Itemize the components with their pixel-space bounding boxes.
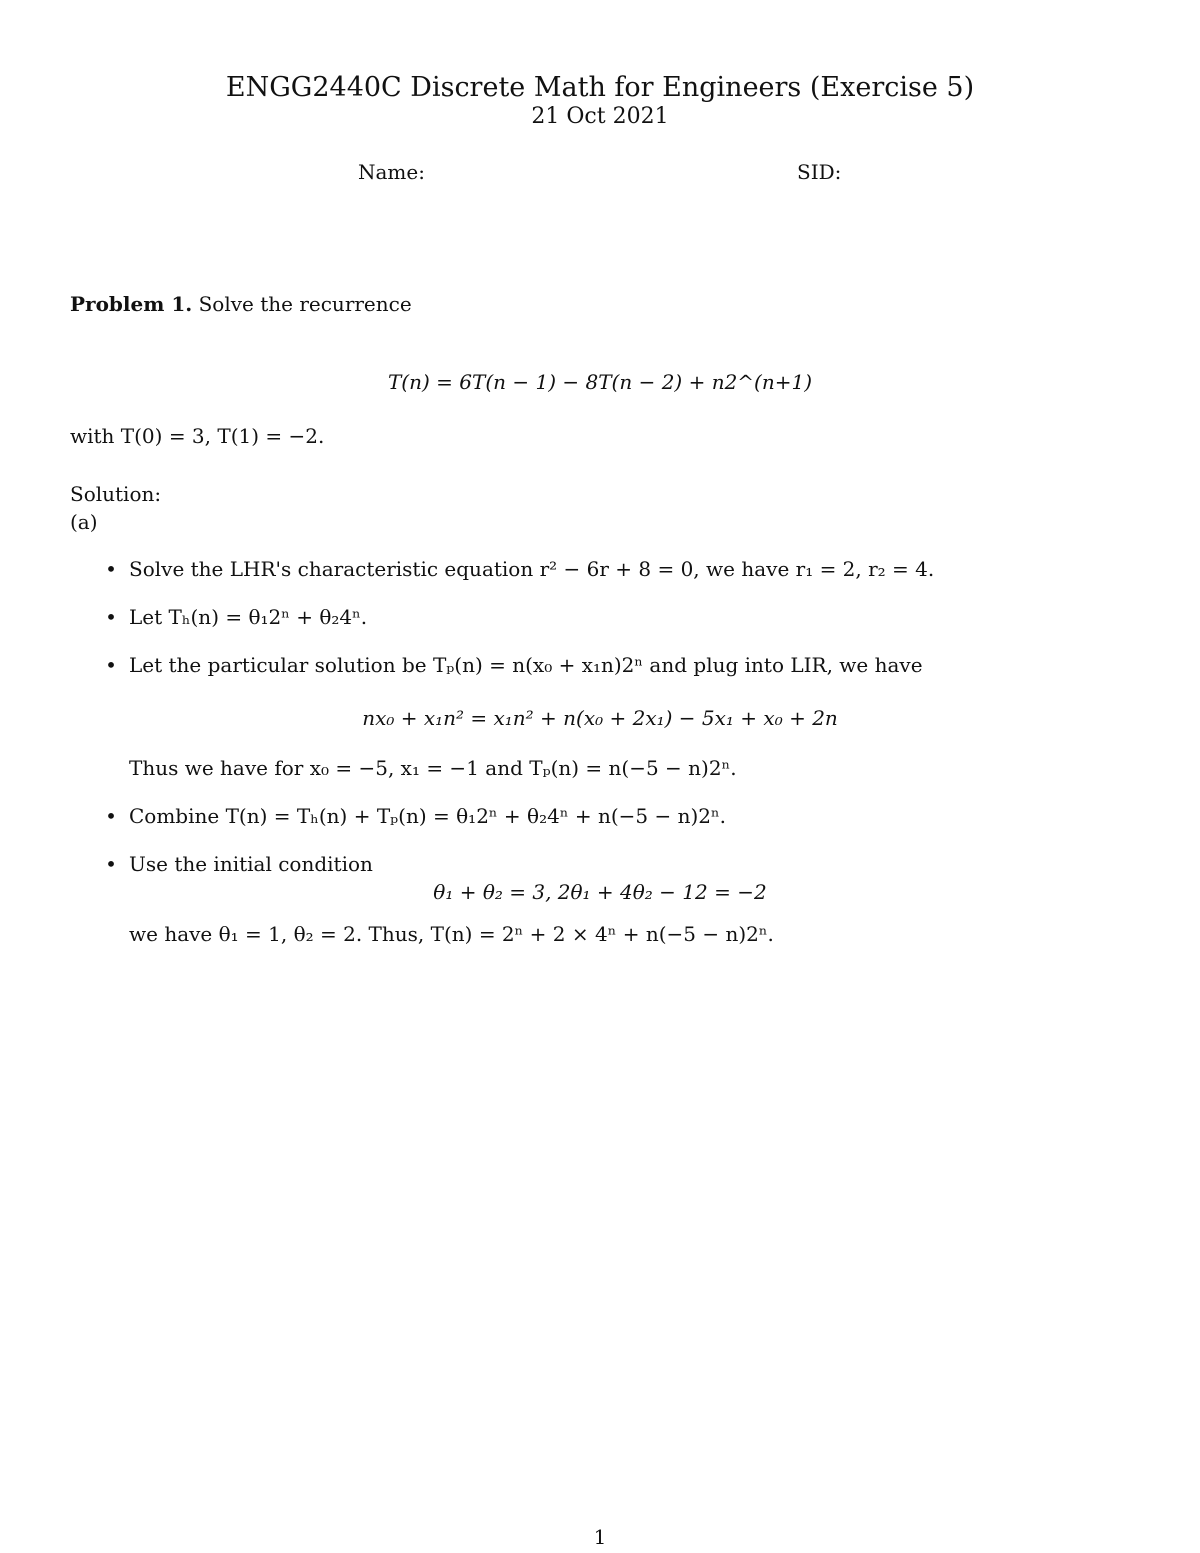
- initial-condition-equation: θ₁ + θ₂ = 3, 2θ₁ + 4θ₂ − 12 = −2: [433, 880, 767, 904]
- solution-step-initial: Use the initial condition: [129, 852, 373, 876]
- bullet-icon: •: [105, 605, 117, 629]
- document-title: ENGG2440C Discrete Math for Engineers (Exercise 5): [225, 72, 975, 103]
- bullet-icon: •: [105, 852, 117, 876]
- bullet-icon: •: [105, 557, 117, 581]
- problem-text: Solve the recurrence: [198, 292, 412, 316]
- initial-conditions: with T(0) = 3, T(1) = −2.: [70, 424, 325, 448]
- particular-equation: nx₀ + x₁n² = x₁n² + n(x₀ + 2x₁) − 5x₁ + x₀ + 2n: [362, 706, 838, 730]
- solution-step-characteristic: Solve the LHR's characteristic equation r² − 6r + 8 = 0, we have r₁ = 2, r₂ = 4.: [129, 557, 935, 581]
- particular-result: Thus we have for x₀ = −5, x₁ = −1 and Tₚ(n) = n(−5 − n)2ⁿ.: [129, 756, 737, 780]
- problem-statement: [70, 292, 412, 316]
- solution-step-combine: Combine T(n) = Tₕ(n) + Tₚ(n) = θ₁2ⁿ + θ₂4ⁿ + n(−5 − n)2ⁿ.: [129, 804, 727, 828]
- recurrence-equation: T(n) = 6T(n − 1) − 8T(n − 2) + n2^(n+1): [387, 370, 813, 394]
- bullet-icon: •: [105, 804, 117, 828]
- page-number: 1: [593, 1525, 607, 1549]
- name-label: Name:: [358, 160, 425, 184]
- problem-label: Problem 1.: [70, 292, 193, 316]
- solution-part-label: (a): [70, 510, 98, 534]
- document-date: 21 Oct 2021: [531, 104, 669, 129]
- bullet-icon: •: [105, 653, 117, 677]
- sid-label: SID:: [797, 160, 842, 184]
- final-result: we have θ₁ = 1, θ₂ = 2. Thus, T(n) = 2ⁿ + 2 × 4ⁿ + n(−5 − n)2ⁿ.: [129, 922, 774, 946]
- solution-label: Solution:: [70, 482, 162, 506]
- solution-step-particular: Let the particular solution be Tₚ(n) = n(x₀ + x₁n)2ⁿ and plug into LIR, we have: [129, 653, 923, 677]
- solution-step-homogeneous: Let Tₕ(n) = θ₁2ⁿ + θ₂4ⁿ.: [129, 605, 368, 629]
